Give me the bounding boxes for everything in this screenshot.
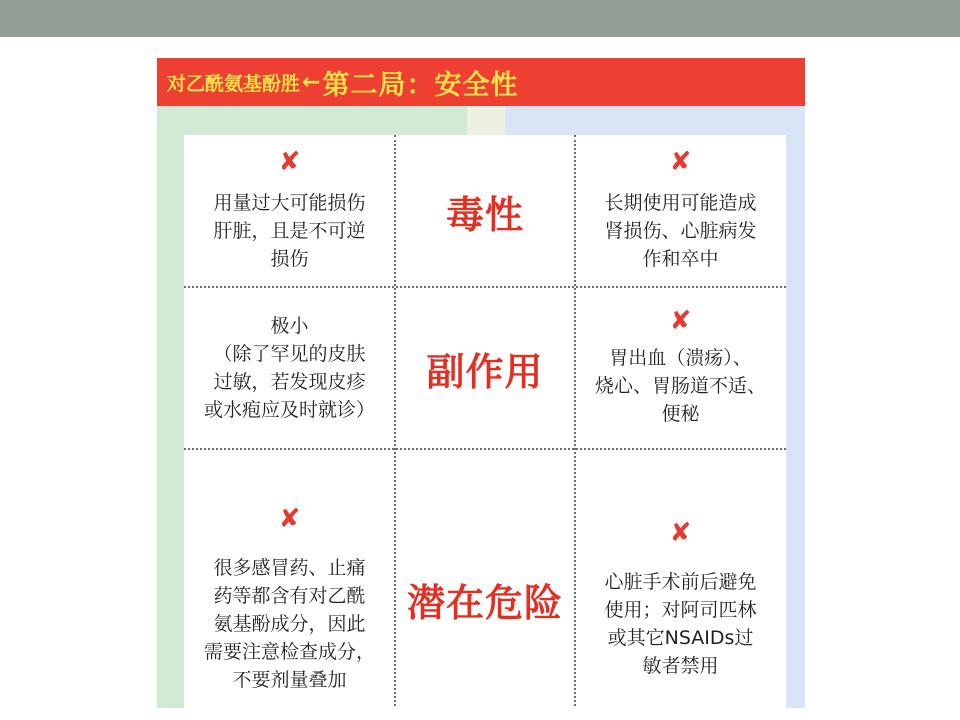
category-label: 副作用 <box>426 349 544 394</box>
cell-toxicity-acetaminophen <box>184 135 395 287</box>
text-line: 心脏手术前后避免 <box>604 570 757 593</box>
x-mark-icon: ✘ <box>669 306 692 336</box>
text-line: 敏者禁用 <box>642 654 719 677</box>
category-toxicity <box>395 135 575 287</box>
cell-toxicity-nsaids <box>575 135 786 287</box>
cell-text <box>604 568 756 680</box>
category-label: 潜在危险 <box>406 581 563 625</box>
x-mark-icon: ✘ <box>669 147 692 177</box>
text-line: 或其它NSAIDs过 <box>607 626 754 649</box>
header-arrow: ← <box>302 69 321 95</box>
text-line: 过敏，若发现皮疹 <box>213 371 366 393</box>
text-line: 胃出血（溃疡）、 <box>609 347 752 369</box>
text-line: 便秘 <box>661 403 700 425</box>
cell-text <box>604 189 756 273</box>
cell-potential-risk-acetaminophen <box>184 449 395 708</box>
text-line: （除了罕见的皮肤 <box>213 343 366 365</box>
cell-text <box>213 189 365 273</box>
text-line: 氨基酚成分，因此 <box>213 612 366 635</box>
x-mark-icon: ✘ <box>278 147 301 177</box>
cell-text <box>595 344 766 428</box>
cell-potential-risk-nsaids <box>575 449 786 708</box>
text-line: 损伤 <box>270 248 309 270</box>
text-line: 作和卒中 <box>642 248 719 270</box>
text-line: 肝脏，且是不可逆 <box>213 220 366 242</box>
category-potential-risk <box>395 449 575 708</box>
comparison-panel <box>157 58 805 708</box>
text-line: 需要注意检查成分， <box>203 640 375 663</box>
panel-header <box>157 58 805 106</box>
category-side-effects <box>395 287 575 449</box>
cell-side-effects-acetaminophen <box>184 287 395 449</box>
text-line: 不要剂量叠加 <box>232 668 347 691</box>
comparison-grid <box>184 135 786 708</box>
text-line: 很多感冒药、止痛 <box>213 556 366 579</box>
text-line: 或水疱应及时就诊） <box>203 399 375 421</box>
text-line: 长期使用可能造成 <box>604 192 757 214</box>
cell-side-effects-nsaids <box>575 287 786 449</box>
x-mark-icon: ✘ <box>669 517 692 548</box>
category-label: 毒性 <box>445 192 524 237</box>
cell-text <box>204 554 375 694</box>
cell-text <box>204 312 375 424</box>
text-line: 烧心、胃肠道不适、 <box>594 375 766 397</box>
text-line: 使用；对阿司匹林 <box>604 598 757 621</box>
header-drug-label: 对乙酰氨基酚胜 <box>167 72 301 95</box>
text-line: 极小 <box>270 315 309 337</box>
x-mark-icon: ✘ <box>278 503 301 534</box>
text-line: 药等都含有对乙酰 <box>213 584 366 607</box>
header-round-title: 第二局：安全性 <box>322 69 519 101</box>
text-line: 用量过大可能损伤 <box>213 192 366 214</box>
text-line: 肾损伤、心脏病发 <box>604 220 757 242</box>
title-bar <box>0 0 960 37</box>
